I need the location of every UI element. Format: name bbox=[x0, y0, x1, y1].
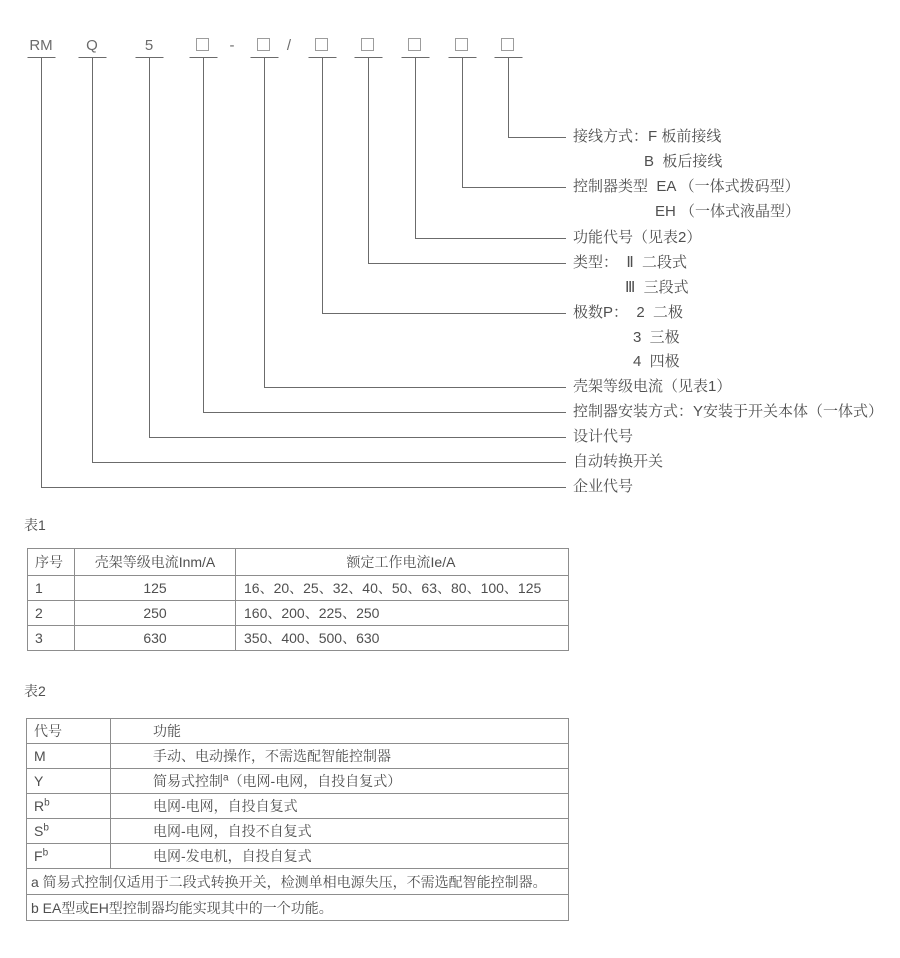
table2-row: $R^b$ 电网-电网，自投自复式 bbox=[27, 794, 569, 819]
code-placeholder-box-7 bbox=[501, 38, 514, 51]
code-placeholder-box-1 bbox=[196, 38, 209, 51]
code-segment-q: Q bbox=[86, 37, 98, 54]
label-company-code: 企业代号 bbox=[573, 478, 634, 495]
table2-row: $F^b$ 电网-发电机，自投自复式 bbox=[27, 844, 569, 869]
table1-header-frame-current: 壳架等级电流Inm/A bbox=[75, 549, 236, 576]
table2-header-row bbox=[27, 719, 569, 744]
code-segment-5: 5 bbox=[144, 37, 154, 54]
table1-row: 1 125 16、20、25、32、40、50、63、80、100、125 bbox=[28, 576, 569, 601]
code-segment-rm: RM bbox=[29, 37, 53, 54]
table1-header-row bbox=[28, 549, 569, 576]
label-poles: 极数P： 2 二极 bbox=[573, 304, 684, 321]
code-separator-slash: / bbox=[286, 37, 292, 54]
table2-footnote-row bbox=[27, 895, 569, 921]
table2-footnote-a: a 简易式控制仅适用于二段式转换开关，检测单相电源失压，不需选配智能控制器。 bbox=[27, 869, 569, 895]
table1-header-index: 序号 bbox=[28, 549, 75, 576]
table2-row: $S^b$ 电网-电网，自投不自复式 bbox=[27, 819, 569, 844]
label-poles-option-4: 4 四极 bbox=[633, 353, 680, 370]
table2-title: 表2 bbox=[24, 683, 46, 699]
table2-footnote-b: b EA型或EH型控制器均能实现其中的一个功能。 bbox=[27, 895, 569, 921]
label-transfer-switch: 自动转换开关 bbox=[573, 453, 664, 470]
table2-header-code: 代号 bbox=[27, 719, 111, 744]
table1-row: 3 630 350、400、500、630 bbox=[28, 626, 569, 651]
table1-row: 2 250 160、200、225、250 bbox=[28, 601, 569, 626]
code-placeholder-box-2 bbox=[257, 38, 270, 51]
label-design-code: 设计代号 bbox=[573, 428, 634, 445]
label-controller-type-eh: EH （一体式液晶型） bbox=[655, 203, 801, 220]
label-type-option-3: Ⅲ 三段式 bbox=[625, 279, 689, 296]
label-poles-option-3: 3 三极 bbox=[633, 329, 680, 346]
label-type: 类型： Ⅱ 二段式 bbox=[573, 254, 688, 271]
code-separator-dash: - bbox=[229, 37, 235, 54]
table2-header-function: 功能 bbox=[111, 719, 569, 744]
table2 bbox=[26, 718, 569, 921]
table1 bbox=[27, 548, 569, 651]
table2-footnote-row bbox=[27, 869, 569, 895]
table1-title: 表1 bbox=[24, 517, 46, 533]
label-wiring-mode: 接线方式：F 板前接线 bbox=[573, 128, 722, 145]
code-placeholder-box-3 bbox=[315, 38, 328, 51]
label-controller-mounting: 控制器安装方式：Y安装于开关本体（一体式） bbox=[573, 403, 884, 420]
code-placeholder-box-4 bbox=[361, 38, 374, 51]
label-function-code: 功能代号（见表2） bbox=[573, 229, 702, 246]
label-frame-current: 壳架等级电流（见表1） bbox=[573, 378, 732, 395]
label-controller-type: 控制器类型 EA （一体式拨码型） bbox=[573, 178, 800, 195]
code-placeholder-box-5 bbox=[408, 38, 421, 51]
code-placeholder-box-6 bbox=[455, 38, 468, 51]
table1-header-rated-current: 额定工作电流Ie/A bbox=[236, 549, 569, 576]
label-wiring-mode-option-b: B 板后接线 bbox=[644, 153, 723, 170]
table2-row: Y 简易式控制$^a$（电网-电网，自投自复式） bbox=[27, 769, 569, 794]
table2-row: M 手动、电动操作，不需选配智能控制器 bbox=[27, 744, 569, 769]
